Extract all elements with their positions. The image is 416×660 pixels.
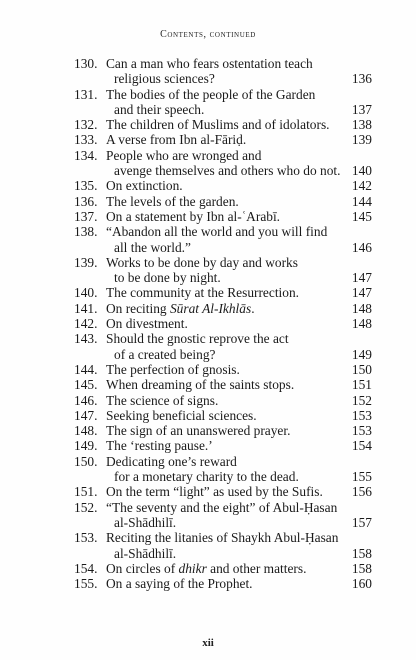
entry-page-number: 155 [351,469,372,485]
entry-number: 140. [74,285,98,301]
entry-page-number: 136 [351,71,372,87]
toc-entry [0,132,416,147]
entry-title-line: all the world.” [114,239,191,255]
toc-entry [0,148,416,179]
entry-title-line: A verse from Ibn al-Fāriḍ. [106,132,247,148]
entry-page-number: 138 [351,117,372,133]
entry-page-number: 152 [351,392,372,408]
entry-title-line: On a statement by Ibn al-ʿArabī. [106,208,281,224]
entry-number: 147. [74,407,98,423]
entry-page-number: 139 [351,132,372,148]
entry-title-line: The sign of an unanswered prayer. [106,423,291,439]
toc-entry [0,301,416,316]
entry-title-line: On the term “light” as used by the Sufis. [106,484,323,500]
page-number-footer: xii [202,637,214,649]
toc-entry [0,423,416,438]
toc-entry [0,408,416,423]
entry-number: 144. [74,361,98,377]
entry-page-number: 140 [351,163,372,179]
toc-entry [0,331,416,362]
entry-title-line: Dedicating one’s reward [106,453,237,469]
entry-title-line: On a saying of the Prophet. [106,576,253,592]
entry-number: 153. [74,530,98,546]
entry-title-line: The perfection of gnosis. [106,361,240,377]
entry-number: 139. [74,254,98,270]
entry-title-line: Reciting the litanies of Shaykh Abul-Ḥasan [106,530,339,546]
entry-title-line: Works to be done by day and works [106,254,298,270]
entry-title-line: Can a man who fears ostentation teach [106,56,313,71]
entry-number: 142. [74,316,98,332]
toc-entry [0,224,416,255]
entry-title-line: Should the gnostic reprove the act [106,331,289,347]
toc-entry [0,484,416,499]
entry-page-number: 160 [351,576,372,592]
entry-number: 155. [74,576,98,592]
entry-number: 154. [74,560,98,576]
entry-title-line: avenge themselves and others who do not. [114,163,341,179]
table-of-contents [0,56,416,591]
toc-entry [0,56,416,87]
entry-title-line: The levels of the garden. [106,193,239,209]
entry-page-number: 158 [351,545,372,561]
entry-page-number: 153 [351,423,372,439]
entry-number: 136. [74,193,98,209]
entry-title-line: The science of signs. [106,392,219,408]
entry-title-line: The ‘resting pause.’ [106,438,213,454]
entry-page-number: 149 [351,346,372,362]
entry-title-line: “The seventy and the eight” of Abul-Ḥasan [106,499,338,515]
toc-entry [0,117,416,132]
entry-title-line: Seeking beneficial sciences. [106,407,257,423]
entry-page-number: 142 [351,178,372,194]
entry-title-line: On divestment. [106,316,188,332]
entry-page-number: 154 [351,438,372,454]
entry-title-line: al-Shādhilī. [114,514,177,530]
entry-number: 148. [74,423,98,439]
toc-entry [0,362,416,377]
toc-entry [0,561,416,576]
entry-title-line: When dreaming of the saints stops. [106,377,295,393]
entry-page-number: 158 [351,560,372,576]
entry-title-line: On circles of dhikr and other matters. [106,560,307,576]
entry-number: 133. [74,132,98,148]
entry-title-line: On reciting Sūrat Al-Ikhlās. [106,300,255,316]
toc-entry [0,377,416,392]
entry-number: 143. [74,331,98,347]
toc-entry [0,438,416,453]
entry-number: 151. [74,484,98,500]
entry-title-line: The community at the Resurrection. [106,285,299,301]
entry-number: 149. [74,438,98,454]
toc-entry [0,454,416,485]
entry-page-number: 148 [351,316,372,332]
entry-title-line: for a monetary charity to the dead. [114,469,299,485]
entry-title-line: The children of Muslims and of idolators. [106,117,330,133]
entry-page-number: 147 [351,285,372,301]
toc-entry [0,500,416,531]
toc-entry [0,576,416,591]
entry-title-line: On extinction. [106,178,183,194]
entry-number: 145. [74,377,98,393]
toc-entry [0,393,416,408]
toc-entry [0,209,416,224]
entry-title-line: People who are wronged and [106,147,262,163]
entry-title-line: to be done by night. [114,270,221,286]
running-header: Contents, continued [160,29,256,40]
entry-title-line: of a created being? [114,346,216,362]
entry-title-line: al-Shādhilī. [114,545,177,561]
toc-entry [0,178,416,193]
entry-number: 146. [74,392,98,408]
entry-page-number: 144 [351,193,372,209]
entry-number: 152. [74,499,98,515]
entry-number: 131. [74,86,98,102]
entry-title-line: and their speech. [114,101,205,117]
entry-number: 132. [74,117,98,133]
entry-page-number: 150 [351,361,372,377]
toc-entry [0,316,416,331]
entry-title-line: religious sciences? [114,71,215,87]
entry-page-number: 151 [351,377,372,393]
entry-title-line: The bodies of the people of the Garden [106,86,316,102]
toc-entry [0,87,416,118]
toc-entry [0,194,416,209]
entry-number: 150. [74,453,98,469]
toc-entry [0,530,416,561]
toc-entry [0,255,416,286]
entry-page-number: 137 [351,101,372,117]
entry-number: 137. [74,208,98,224]
entry-page-number: 148 [351,300,372,316]
entry-page-number: 157 [351,514,372,530]
toc-entry [0,285,416,300]
entry-page-number: 153 [351,407,372,423]
entry-page-number: 146 [351,239,372,255]
entry-number: 134. [74,147,98,163]
entry-title-line: “Abandon all the world and you will find [106,224,328,240]
entry-number: 138. [74,224,98,240]
entry-number: 130. [74,56,98,71]
entry-number: 141. [74,300,98,316]
entry-page-number: 156 [351,484,372,500]
entry-page-number: 147 [351,270,372,286]
entry-number: 135. [74,178,98,194]
entry-page-number: 145 [351,208,372,224]
